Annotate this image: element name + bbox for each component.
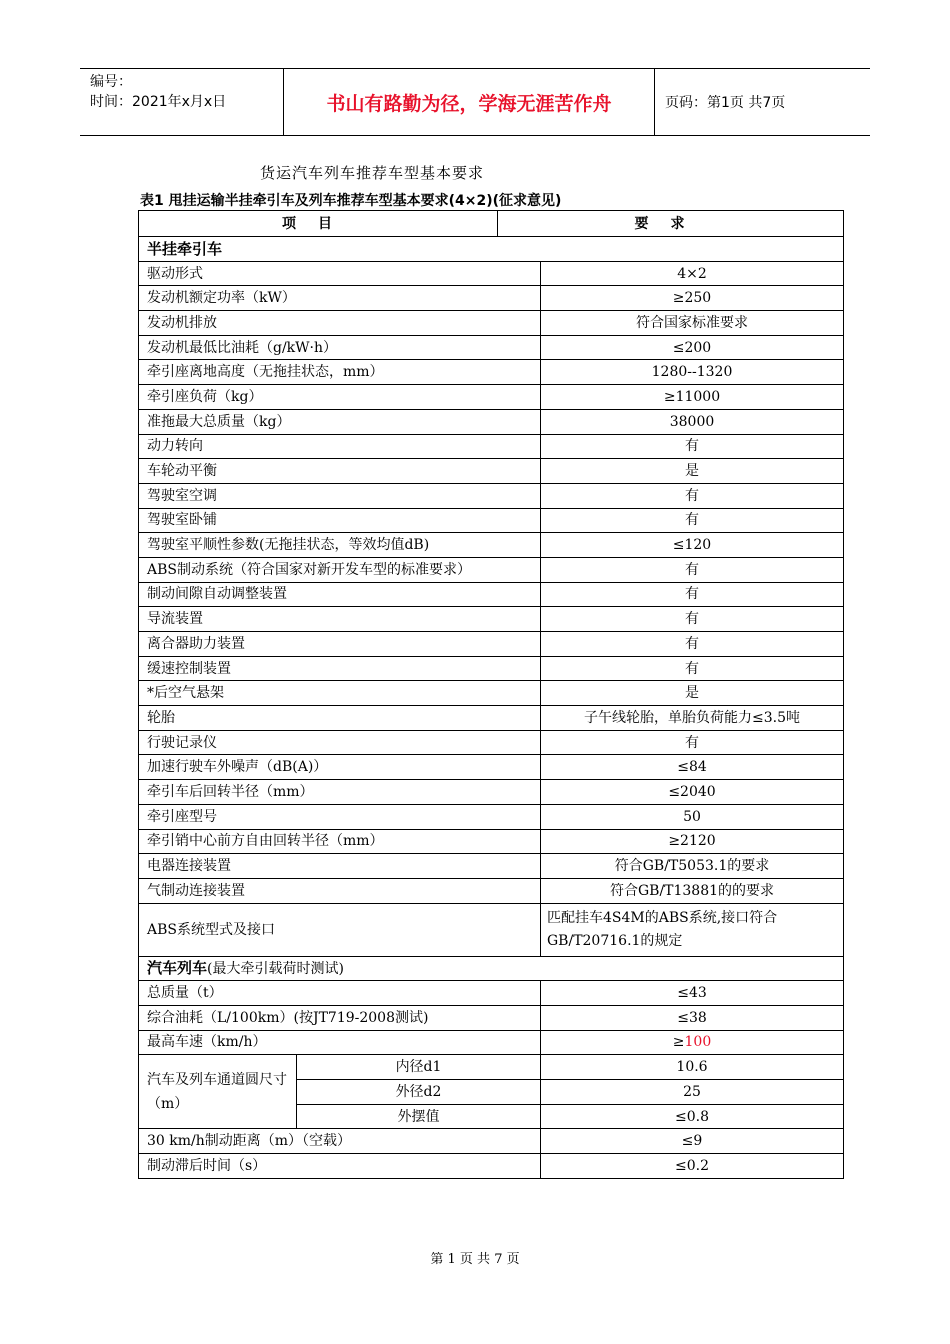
table-row [139,1005,844,1030]
table-row [139,854,844,879]
item-cell: 综合油耗（L/100km）(按JT719-2008测试) [139,1005,541,1030]
requirement-cell: ≤9 [541,1129,844,1154]
sub-item-cell: 外摆值 [297,1104,541,1129]
requirement-cell: 符合GB/T13881的的要求 [541,878,844,903]
sub-item-cell: 外径d2 [297,1080,541,1105]
item-cell: 制动间隙自动调整装置 [139,582,541,607]
item-cell: 缓速控制装置 [139,656,541,681]
table-row [139,385,844,410]
header-meta [80,69,283,135]
item-cell: 离合器助力装置 [139,632,541,657]
table-row [139,755,844,780]
item-cell: 牵引座离地高度（无拖挂状态，mm） [139,360,541,385]
serial-label: 编号： [90,74,132,90]
table-row [139,508,844,533]
requirement-value-highlight: 100 [684,1034,712,1051]
item-cell: 发动机额定功率（kW） [139,286,541,311]
table-row [139,656,844,681]
item-cell: 气制动连接装置 [139,878,541,903]
requirement-cell: 有 [541,607,844,632]
item-cell: 准拖最大总质量（kg） [139,409,541,434]
item-cell: 牵引座型号 [139,804,541,829]
table-row [139,409,844,434]
requirement-cell: 有 [541,508,844,533]
requirement-cell: ≤120 [541,533,844,558]
requirement-cell: 符合GB/T5053.1的要求 [541,854,844,879]
table-row [139,1055,844,1080]
item-cell: ABS制动系统（符合国家对新开发车型的标准要求） [139,557,541,582]
requirement-cell: 4×2 [541,261,844,286]
table-row [139,311,844,336]
requirement-cell: 有 [541,730,844,755]
item-cell: 轮胎 [139,706,541,731]
table-row [139,804,844,829]
requirement-cell: 10.6 [541,1055,844,1080]
item-cell: 电器连接装置 [139,854,541,879]
requirement-cell: ≤0.8 [541,1104,844,1129]
item-cell: 加速行驶车外噪声（dB(A)） [139,755,541,780]
table-row [139,533,844,558]
item-cell: 最高车速（km/h） [139,1030,541,1055]
requirement-cell: ≤84 [541,755,844,780]
requirement-cell: 是 [541,459,844,484]
requirement-cell: ≤43 [541,981,844,1006]
table-row [139,286,844,311]
table-row [139,632,844,657]
table-row [139,1030,844,1055]
sub-item-cell: 内径d1 [297,1055,541,1080]
item-cell: 牵引销中心前方自由回转半径（mm） [139,829,541,854]
table-row [139,981,844,1006]
time-label: 时间：2021年x月x日 [90,94,227,110]
section-title-note: (最大牵引载荷时测试) [207,960,344,977]
requirement-cell: 25 [541,1080,844,1105]
item-cell: 驱动形式 [139,261,541,286]
table-row [139,360,844,385]
requirement-cell: 符合国家标准要求 [541,311,844,336]
requirement-cell: 1280--1320 [541,360,844,385]
table-header-row [139,211,844,237]
item-cell: 驾驶室空调 [139,483,541,508]
item-cell: 30 km/h制动距离（m）（空载） [139,1129,541,1154]
requirement-cell: ≤200 [541,335,844,360]
column-header-item: 项目 [139,211,498,236]
item-cell: 驾驶室卧铺 [139,508,541,533]
column-header-requirement: 要求 [634,215,707,232]
table-row [139,483,844,508]
requirement-cell: 有 [541,557,844,582]
requirement-cell: ≥250 [541,286,844,311]
section-row [139,956,844,981]
requirement-cell: ≥11000 [541,385,844,410]
section-title-train [139,956,844,981]
table-caption: 表1 甩挂运输半挂牵引车及列车推荐车型基本要求(4×2)(征求意见) [140,193,562,209]
item-cell: 动力转向 [139,434,541,459]
requirement-cell: ≥2120 [541,829,844,854]
spec-table [138,210,844,1179]
table-row [139,335,844,360]
item-cell: 牵引车后回转半径（mm） [139,780,541,805]
table-row [139,459,844,484]
table-row [139,607,844,632]
section-title-tractor: 半挂牵引车 [139,237,844,262]
table-row [139,681,844,706]
requirement-cell: ≤38 [541,1005,844,1030]
table-row [139,780,844,805]
page-footer: 第 1 页 共 7 页 [430,1252,520,1267]
item-cell: 行驶记录仪 [139,730,541,755]
item-cell: 车轮动平衡 [139,459,541,484]
table-row [139,706,844,731]
table-row [139,434,844,459]
requirement-cell: 有 [541,632,844,657]
table-row [139,730,844,755]
item-cell: ABS系统型式及接口 [139,903,541,956]
header-motto: 书山有路勤为径，学海无涯苦作舟 [283,69,655,135]
requirement-cell: ≤0.2 [541,1154,844,1179]
requirement-cell: 50 [541,804,844,829]
requirement-cell: 匹配挂车4S4M的ABS系统,接口符合GB/T20716.1的规定 [541,903,844,956]
table-row [139,878,844,903]
section-title-text: 汽车列车 [147,958,208,977]
requirement-cell: ≤2040 [541,780,844,805]
item-cell: 发动机最低比油耗（g/kW·h） [139,335,541,360]
requirement-cell: 有 [541,582,844,607]
table-row [139,903,844,956]
requirement-cell: 有 [541,483,844,508]
table-row [139,557,844,582]
item-cell: 导流装置 [139,607,541,632]
table-row [139,829,844,854]
requirement-cell: 有 [541,434,844,459]
item-cell: *后空气悬架 [139,681,541,706]
requirement-cell [541,1030,844,1055]
requirement-symbol: ≥ [672,1034,685,1051]
section-row [139,237,844,262]
table-row [139,261,844,286]
item-cell: 牵引座负荷（kg） [139,385,541,410]
item-cell: 驾驶室平顺性参数(无拖挂状态，等效均值dB) [139,533,541,558]
header-page-info: 页码：第1页 共7页 [665,95,786,111]
requirement-cell: 有 [541,656,844,681]
item-cell: 制动滞后时间（s） [139,1154,541,1179]
requirement-cell: 是 [541,681,844,706]
item-cell: 发动机排放 [139,311,541,336]
requirement-cell: 子午线轮胎，单胎负荷能力≤3.5吨 [541,706,844,731]
page-header [80,68,870,136]
circle-label-cell: 汽车及列车通道圆尺寸（m） [139,1055,297,1129]
table-row [139,582,844,607]
table-row [139,1154,844,1179]
item-cell: 总质量（t） [139,981,541,1006]
requirement-cell: 38000 [541,409,844,434]
document-title: 货运汽车列车推荐车型基本要求 [260,164,485,182]
table-row [139,1129,844,1154]
